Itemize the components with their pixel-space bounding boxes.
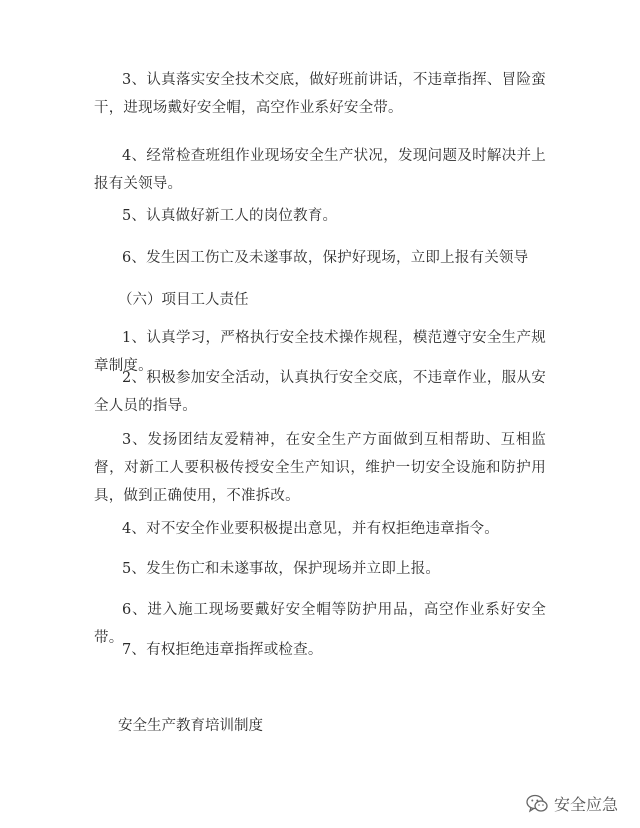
worker-duty-3: 3、发扬团结友爱精神，在安全生产方面做到互相帮助、互相监督，对新工人要积极传授安全生产知识，维护一切安全设施和防护用具，做到正确使用，不准拆改。 bbox=[94, 432, 546, 504]
paragraph-item-3: 3、认真落实安全技术交底，做好班前讲话，不违章指挥、冒险蛮干，进现场戴好安全帽，高空作业系好安全带。 bbox=[94, 72, 546, 116]
section-heading: （六）项目工人责任 bbox=[118, 292, 249, 308]
watermark bbox=[526, 792, 618, 815]
watermark-label: 安全应急 bbox=[553, 795, 618, 814]
next-section-title: 安全生产教育培训制度 bbox=[118, 718, 263, 734]
worker-duty-2: 2、积极参加安全活动，认真执行安全交底，不违章作业，服从安全人员的指导。 bbox=[94, 370, 546, 414]
worker-duty-5: 5、发生伤亡和未遂事故，保护现场并立即上报。 bbox=[122, 561, 441, 577]
worker-duty-7: 7、有权拒绝违章指挥或检查。 bbox=[122, 642, 323, 658]
paragraph-item-4: 4、经常检查班组作业现场安全生产状况，发现问题及时解决并上报有关领导。 bbox=[94, 148, 546, 192]
wechat-icon bbox=[526, 794, 548, 814]
paragraph-item-5: 5、认真做好新工人的岗位教育。 bbox=[122, 208, 338, 224]
worker-duty-4: 4、对不安全作业要积极提出意见，并有权拒绝违章指令。 bbox=[122, 521, 499, 537]
worker-duty-6: 6、进入施工现场要戴好安全帽等防护用品，高空作业系好安全带。 bbox=[94, 602, 546, 646]
worker-duty-1: 1、认真学习，严格执行安全技术操作规程，模范遵守安全生产规章制度。 bbox=[94, 330, 546, 374]
paragraph-item-6: 6、发生因工伤亡及未遂事故，保护好现场，立即上报有关领导 bbox=[122, 250, 529, 266]
